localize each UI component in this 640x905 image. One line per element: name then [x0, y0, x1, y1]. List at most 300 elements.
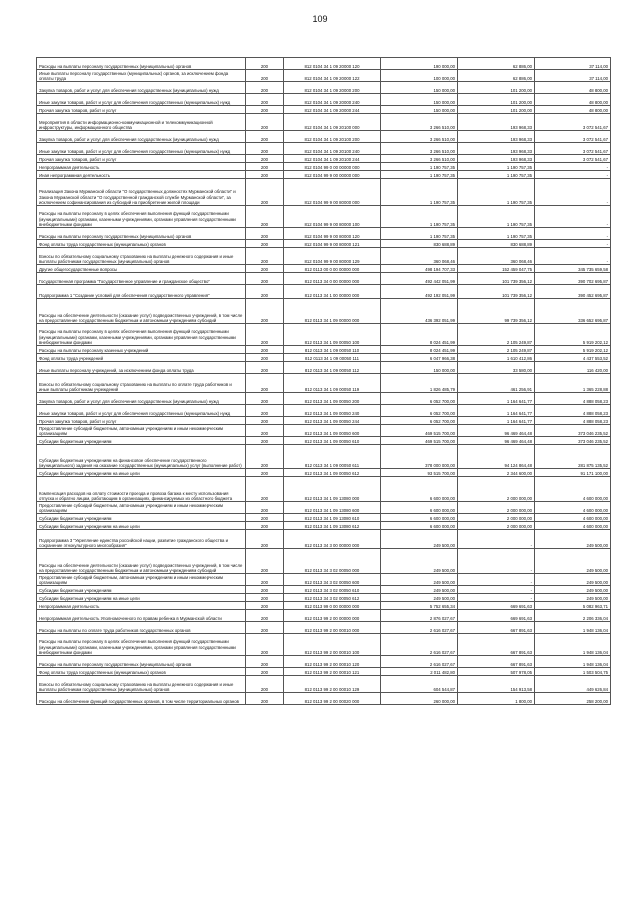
table-row — [37, 58, 611, 70]
row-unexecuted-amount: 249 500,00 — [535, 549, 611, 574]
row-budget-code: 812 0104 34 1 09 20100 000 — [284, 114, 381, 131]
table-row — [37, 106, 611, 114]
row-budget-code: 812 0104 99 9 00 00000 000 — [284, 171, 381, 179]
row-grbs-code: 200 — [246, 155, 284, 163]
row-grbs-code: 200 — [246, 228, 284, 240]
row-grbs-code: 200 — [246, 171, 284, 179]
row-executed-amount: - — [458, 574, 535, 586]
row-grbs-code: 200 — [246, 445, 284, 469]
row-budget-code: 812 0113 99 0 00 00000 000 — [284, 602, 381, 610]
page-number: 109 — [312, 14, 328, 24]
row-grbs-code: 200 — [246, 425, 284, 437]
row-budget-code: 812 0113 34 1 09 00050 612 — [284, 469, 381, 477]
row-approved-amount: 249 500,00 — [381, 586, 458, 594]
row-executed-amount: 2 105 249,87 — [458, 346, 535, 354]
row-grbs-code: 200 — [246, 106, 284, 114]
row-executed-amount: 2 000 000,00 — [458, 477, 535, 502]
row-grbs-code: 200 — [246, 502, 284, 514]
table-row — [37, 114, 611, 131]
row-name: Расходы на выплаты персоналу государственных (муниципальных) органов — [37, 228, 246, 240]
row-budget-code: 812 0113 34 1 09 13080 610 — [284, 514, 381, 522]
table-row — [37, 240, 611, 248]
row-executed-amount: - — [458, 549, 535, 574]
row-executed-amount: 667 891,63 — [458, 634, 535, 656]
table-row — [37, 634, 611, 656]
table-row — [37, 70, 611, 82]
row-executed-amount: 154 913,58 — [458, 676, 535, 693]
row-grbs-code: 200 — [246, 602, 284, 610]
row-name: Непрограммная деятельность Уполномоченного по правам ребенка в Мурманской области — [37, 610, 246, 622]
row-unexecuted-amount: 3 072 541,67 — [535, 114, 611, 131]
row-budget-code: 812 0113 34 3 02 00050 612 — [284, 594, 381, 602]
table-row — [37, 502, 611, 514]
table-row — [37, 228, 611, 240]
row-approved-amount: 6 052 700,00 — [381, 393, 458, 405]
row-budget-code: 812 0113 34 1 09 00000 000 — [284, 299, 381, 324]
row-approved-amount: 3 266 510,00 — [381, 143, 458, 155]
table-row — [37, 362, 611, 374]
row-grbs-code: 200 — [246, 324, 284, 346]
row-unexecuted-amount: - — [535, 163, 611, 171]
row-name: Прочая закупка товаров, работ и услуг — [37, 417, 246, 425]
row-name: Расходы на выплаты персоналу казенных учреждений — [37, 346, 246, 354]
row-grbs-code: 200 — [246, 622, 284, 634]
table-row — [37, 163, 611, 171]
row-grbs-code: 200 — [246, 549, 284, 574]
row-approved-amount: 6 600 000,00 — [381, 514, 458, 522]
row-name: Фонд оплаты труда учреждений — [37, 354, 246, 362]
row-budget-code: 812 0113 34 3 02 00050 600 — [284, 574, 381, 586]
row-approved-amount: 8 024 451,99 — [381, 346, 458, 354]
table-row — [37, 393, 611, 405]
row-budget-code: 812 0104 99 9 00 80000 129 — [284, 248, 381, 265]
row-name: Расходы на обеспечение функций государственных органов, в том числе территориальных органов — [37, 693, 246, 705]
row-executed-amount: 94 124 864,48 — [458, 445, 535, 469]
row-approved-amount: 469 515 700,00 — [381, 425, 458, 437]
row-unexecuted-amount: 4 888 058,23 — [535, 405, 611, 417]
row-unexecuted-amount: 249 500,00 — [535, 586, 611, 594]
row-unexecuted-amount: - — [535, 240, 611, 248]
row-name: Расходы на выплаты по оплате труда работников государственных органов — [37, 622, 246, 634]
row-executed-amount: 507 978,05 — [458, 668, 535, 676]
table-row — [37, 574, 611, 586]
row-unexecuted-amount: 373 046 235,52 — [535, 437, 611, 445]
row-grbs-code: 200 — [246, 94, 284, 106]
row-name: Субсидии бюджетным учреждениям — [37, 514, 246, 522]
row-budget-code: 812 0113 34 1 09 00050 600 — [284, 425, 381, 437]
row-budget-code: 812 0104 34 1 09 20000 122 — [284, 70, 381, 82]
table-row — [37, 179, 611, 206]
table-row — [37, 374, 611, 393]
row-unexecuted-amount: 4 600 000,00 — [535, 522, 611, 530]
row-budget-code: 812 0113 34 3 00 00000 000 — [284, 530, 381, 549]
row-unexecuted-amount: 2 206 336,04 — [535, 610, 611, 622]
row-unexecuted-amount: 1 948 136,04 — [535, 634, 611, 656]
row-approved-amount: 604 544,87 — [381, 676, 458, 693]
row-unexecuted-amount: 281 875 135,52 — [535, 445, 611, 469]
row-executed-amount: 62 886,00 — [458, 58, 535, 70]
row-executed-amount: 669 691,63 — [458, 610, 535, 622]
row-grbs-code: 200 — [246, 114, 284, 131]
row-budget-code: 812 0104 34 1 09 20100 200 — [284, 131, 381, 143]
table-row — [37, 514, 611, 522]
row-executed-amount: 96 469 464,48 — [458, 425, 535, 437]
table-row — [37, 131, 611, 143]
row-approved-amount: 260 000,00 — [381, 693, 458, 705]
row-approved-amount: 2 011 482,80 — [381, 668, 458, 676]
row-name: Мероприятия в области информационно-коммуникационной и телекоммуникационной инфраструктуры, информационного общества — [37, 114, 246, 131]
row-name: Государственная программа "Государственное управление и гражданское общество" — [37, 273, 246, 285]
row-executed-amount: 193 968,33 — [458, 155, 535, 163]
row-executed-amount: 101 739 356,12 — [458, 273, 535, 285]
row-unexecuted-amount: 449 626,84 — [535, 676, 611, 693]
row-unexecuted-amount: 48 800,00 — [535, 106, 611, 114]
row-unexecuted-amount: 3 072 541,67 — [535, 131, 611, 143]
row-budget-code: 812 0113 99 2 00 00020 000 — [284, 693, 381, 705]
table-row — [37, 602, 611, 610]
row-approved-amount: 6 052 700,00 — [381, 405, 458, 417]
row-executed-amount: 667 891,63 — [458, 622, 535, 634]
row-approved-amount: 1 190 757,35 — [381, 179, 458, 206]
row-executed-amount: 99 739 356,12 — [458, 299, 535, 324]
row-grbs-code: 200 — [246, 240, 284, 248]
row-approved-amount: 436 392 051,99 — [381, 299, 458, 324]
row-approved-amount: 2 616 027,67 — [381, 622, 458, 634]
table-row — [37, 668, 611, 676]
row-name: Подпрограмма 3 "Укрепление единства российской нации, развитие гражданского общества и сохранение этнокультурного многообразия" — [37, 530, 246, 549]
row-budget-code: 812 0104 34 1 09 20100 244 — [284, 155, 381, 163]
row-unexecuted-amount: 373 046 235,52 — [535, 425, 611, 437]
row-executed-amount: 1 164 641,77 — [458, 417, 535, 425]
row-grbs-code: 200 — [246, 163, 284, 171]
row-budget-code: 812 0104 99 0 00 00000 000 — [284, 163, 381, 171]
row-grbs-code: 200 — [246, 477, 284, 502]
row-name: Субсидии бюджетным учреждениям — [37, 586, 246, 594]
row-unexecuted-amount: 5 919 202,12 — [535, 324, 611, 346]
row-unexecuted-amount: 249 500,00 — [535, 530, 611, 549]
row-grbs-code: 200 — [246, 469, 284, 477]
row-approved-amount: 1 190 757,35 — [381, 163, 458, 171]
row-budget-code: 812 0113 34 3 02 00050 610 — [284, 586, 381, 594]
row-name: Компенсация расходов на оплату стоимости проезда и провоза багажа к месту использования отпуска и обратно лицам, работающим в организациях, финансируемых из областного бюджета — [37, 477, 246, 502]
table-row — [37, 346, 611, 354]
row-name: Предоставление субсидий бюджетным, автономным учреждениям и иным некоммерческим организациям — [37, 425, 246, 437]
row-name: Иные закупки товаров, работ и услуг для обеспечения государственных (муниципальных) нужд — [37, 94, 246, 106]
row-budget-code: 812 0104 34 1 09 20000 200 — [284, 82, 381, 94]
row-grbs-code: 200 — [246, 634, 284, 656]
row-budget-code: 812 0113 34 1 09 00050 611 — [284, 445, 381, 469]
row-approved-amount: 5 752 655,34 — [381, 602, 458, 610]
row-budget-code: 812 0113 34 3 02 00050 000 — [284, 549, 381, 574]
row-name: Расходы на обеспечение деятельности (оказание услуг) подведомственных учреждений, в том числе на предоставление государственным бюджетным и автономным учреждениям субсидий — [37, 299, 246, 324]
row-approved-amount: 492 442 051,99 — [381, 273, 458, 285]
budget-table — [36, 57, 611, 705]
table-row — [37, 469, 611, 477]
row-executed-amount: 669 691,63 — [458, 602, 535, 610]
row-executed-amount: 193 968,33 — [458, 131, 535, 143]
row-budget-code: 812 0104 99 9 00 80000 000 — [284, 179, 381, 206]
row-unexecuted-amount: 390 452 695,87 — [535, 285, 611, 299]
row-grbs-code: 200 — [246, 265, 284, 273]
row-executed-amount: 96 469 464,48 — [458, 437, 535, 445]
row-approved-amount: 8 024 451,99 — [381, 324, 458, 346]
row-approved-amount: 150 000,00 — [381, 362, 458, 374]
row-grbs-code: 200 — [246, 586, 284, 594]
row-approved-amount: 150 000,00 — [381, 82, 458, 94]
row-unexecuted-amount: 1 503 504,75 — [535, 668, 611, 676]
row-name: Расходы на обеспечение деятельности (оказание услуг) подведомственных учреждений, в том числе на предоставление государственным бюджетным и автономным учреждениям субсидий — [37, 549, 246, 574]
row-approved-amount: 1 190 757,35 — [381, 228, 458, 240]
row-grbs-code: 200 — [246, 248, 284, 265]
row-grbs-code: 200 — [246, 522, 284, 530]
row-executed-amount: 101 200,00 — [458, 82, 535, 94]
row-approved-amount: 6 600 000,00 — [381, 477, 458, 502]
row-name: Реализация Закона Мурманской области "О государственных должностях Мурманской области" и Закона Мурманской области "О государственной гражданской службе Мурманской области", за исключением софинансирования из субсидий на приобретение жилой площади — [37, 179, 246, 206]
row-name: Иные выплаты персоналу учреждений, за исключением фонда оплаты труда — [37, 362, 246, 374]
row-budget-code: 812 0104 99 9 00 80000 120 — [284, 228, 381, 240]
row-budget-code: 812 0104 34 1 09 20000 240 — [284, 94, 381, 106]
row-budget-code: 812 0113 99 2 00 00010 100 — [284, 634, 381, 656]
row-executed-amount: 830 688,89 — [458, 240, 535, 248]
row-executed-amount: 667 891,63 — [458, 656, 535, 668]
table-row — [37, 94, 611, 106]
row-unexecuted-amount: 37 114,00 — [535, 58, 611, 70]
row-budget-code: 812 0113 99 2 00 00000 000 — [284, 610, 381, 622]
table-row — [37, 248, 611, 265]
table-row — [37, 477, 611, 502]
row-budget-code: 812 0113 34 0 00 00000 000 — [284, 273, 381, 285]
row-budget-code: 812 0113 34 1 09 00050 110 — [284, 346, 381, 354]
row-executed-amount: 1 164 641,77 — [458, 393, 535, 405]
row-budget-code: 812 0113 99 2 00 00010 120 — [284, 656, 381, 668]
row-approved-amount: 498 194 707,33 — [381, 265, 458, 273]
row-budget-code: 812 0113 34 1 09 00050 244 — [284, 417, 381, 425]
row-approved-amount: 6 600 000,00 — [381, 522, 458, 530]
table-row — [37, 425, 611, 437]
row-name: Расходы на выплаты персоналу государственных (муниципальных) органов — [37, 656, 246, 668]
row-unexecuted-amount: 258 200,00 — [535, 693, 611, 705]
table-row — [37, 586, 611, 594]
row-name: Иные выплаты персоналу государственных (муниципальных) органов, за исключением фонда оплаты труда — [37, 70, 246, 82]
row-grbs-code: 200 — [246, 530, 284, 549]
row-unexecuted-amount: 4 888 058,23 — [535, 393, 611, 405]
table-row — [37, 82, 611, 94]
row-approved-amount: 190 000,00 — [381, 58, 458, 70]
row-grbs-code: 200 — [246, 594, 284, 602]
row-unexecuted-amount: 4 888 058,23 — [535, 417, 611, 425]
table-row — [37, 206, 611, 228]
row-approved-amount: 6 047 966,38 — [381, 354, 458, 362]
row-budget-code: 812 0113 34 1 09 13080 612 — [284, 522, 381, 530]
row-budget-code: 812 0113 99 2 00 00010 129 — [284, 676, 381, 693]
row-approved-amount: 249 500,00 — [381, 530, 458, 549]
row-executed-amount: - — [458, 594, 535, 602]
row-grbs-code: 200 — [246, 574, 284, 586]
row-grbs-code: 200 — [246, 58, 284, 70]
table-row — [37, 285, 611, 299]
table-row — [37, 676, 611, 693]
row-name: Иная непрограммная деятельность — [37, 171, 246, 179]
row-name: Расходы на выплаты персоналу государственных (муниципальных) органов — [37, 58, 246, 70]
row-unexecuted-amount: 4 600 000,00 — [535, 502, 611, 514]
row-name: Расходы на выплаты персоналу в целях обеспечения выполнения функций государственными (муниципальными) органами, казенными учреждениями, органами управления государственными внебюджетными фондами — [37, 206, 246, 228]
row-unexecuted-amount: 48 800,00 — [535, 94, 611, 106]
row-name: Фонд оплаты труда государственных (муниципальных) органов — [37, 240, 246, 248]
row-grbs-code: 200 — [246, 374, 284, 393]
row-unexecuted-amount: - — [535, 228, 611, 240]
row-grbs-code: 200 — [246, 299, 284, 324]
table-row — [37, 693, 611, 705]
row-approved-amount: 150 000,00 — [381, 94, 458, 106]
row-name: Другие общегосударственные вопросы — [37, 265, 246, 273]
row-executed-amount: 33 580,00 — [458, 362, 535, 374]
row-executed-amount: 1 164 641,77 — [458, 405, 535, 417]
row-budget-code: 812 0113 99 2 00 00010 121 — [284, 668, 381, 676]
row-unexecuted-amount: 37 114,00 — [535, 70, 611, 82]
row-grbs-code: 200 — [246, 405, 284, 417]
row-executed-amount: 2 000 000,00 — [458, 502, 535, 514]
row-executed-amount: 360 068,46 — [458, 248, 535, 265]
row-grbs-code: 200 — [246, 610, 284, 622]
table-row — [37, 445, 611, 469]
row-name: Непрограммная деятельность — [37, 602, 246, 610]
table-row — [37, 549, 611, 574]
row-unexecuted-amount: 116 420,00 — [535, 362, 611, 374]
row-approved-amount: 492 192 051,99 — [381, 285, 458, 299]
row-approved-amount: 249 500,00 — [381, 549, 458, 574]
row-approved-amount: 378 000 000,00 — [381, 445, 458, 469]
row-executed-amount: - — [458, 586, 535, 594]
row-unexecuted-amount: 4 600 000,00 — [535, 477, 611, 502]
row-name: Иные закупки товаров, работ и услуг для обеспечения государственных (муниципальных) нужд — [37, 405, 246, 417]
row-grbs-code: 200 — [246, 131, 284, 143]
row-grbs-code: 200 — [246, 82, 284, 94]
row-budget-code: 812 0104 99 9 00 80000 121 — [284, 240, 381, 248]
row-name: Предоставление субсидий бюджетным, автономным учреждениям и иным некоммерческим организациям — [37, 502, 246, 514]
table-row — [37, 522, 611, 530]
row-executed-amount: 1 610 412,86 — [458, 354, 535, 362]
row-approved-amount: 249 500,00 — [381, 594, 458, 602]
row-approved-amount: 150 000,00 — [381, 106, 458, 114]
row-unexecuted-amount: 3 072 541,67 — [535, 143, 611, 155]
row-executed-amount: 1 190 757,35 — [458, 163, 535, 171]
row-grbs-code: 200 — [246, 285, 284, 299]
row-unexecuted-amount: - — [535, 248, 611, 265]
row-approved-amount: 360 068,46 — [381, 248, 458, 265]
row-grbs-code: 200 — [246, 346, 284, 354]
row-grbs-code: 200 — [246, 206, 284, 228]
row-grbs-code: 200 — [246, 668, 284, 676]
row-executed-amount: 193 968,33 — [458, 143, 535, 155]
row-approved-amount: 3 266 510,00 — [381, 114, 458, 131]
row-grbs-code: 200 — [246, 362, 284, 374]
row-grbs-code: 200 — [246, 656, 284, 668]
table-row — [37, 299, 611, 324]
row-approved-amount: 249 500,00 — [381, 574, 458, 586]
row-unexecuted-amount: 336 652 695,87 — [535, 299, 611, 324]
row-name: Закупка товаров, работ и услуг для обеспечения государственных (муниципальных) нужд — [37, 393, 246, 405]
row-name: Прочая закупка товаров, работ и услуг — [37, 106, 246, 114]
row-unexecuted-amount: 4 437 553,52 — [535, 354, 611, 362]
row-executed-amount: 1 190 757,35 — [458, 228, 535, 240]
row-executed-amount: 2 000 000,00 — [458, 514, 535, 522]
table-row — [37, 354, 611, 362]
table-row — [37, 273, 611, 285]
table-row — [37, 610, 611, 622]
table-row — [37, 417, 611, 425]
row-approved-amount: 93 515 700,00 — [381, 469, 458, 477]
row-name: Расходы на выплаты персоналу в целях обеспечения выполнения функций государственными (муниципальными) органами, казенными учреждениями, органами управления государственными внебюджетными фондами — [37, 634, 246, 656]
row-budget-code: 812 0113 34 1 09 00050 200 — [284, 393, 381, 405]
row-unexecuted-amount: 249 500,00 — [535, 574, 611, 586]
row-executed-amount: 1 190 757,35 — [458, 206, 535, 228]
row-approved-amount: 2 616 027,67 — [381, 656, 458, 668]
row-grbs-code: 200 — [246, 693, 284, 705]
row-budget-code: 812 0104 34 1 09 20100 240 — [284, 143, 381, 155]
table-row — [37, 155, 611, 163]
row-approved-amount: 1 826 485,79 — [381, 374, 458, 393]
row-unexecuted-amount: 91 171 100,00 — [535, 469, 611, 477]
row-name: Расходы на выплаты персоналу в целях обеспечения выполнения функций государственными (муниципальными) органами, казенными учреждениями, органами управления государственными внебюджетными фондами — [37, 324, 246, 346]
row-budget-code: 812 0113 00 0 00 00000 000 — [284, 265, 381, 273]
row-budget-code: 812 0113 34 1 09 00050 112 — [284, 362, 381, 374]
row-name: Субсидии бюджетным учреждениям — [37, 437, 246, 445]
row-grbs-code: 200 — [246, 676, 284, 693]
row-unexecuted-amount: 4 600 000,00 — [535, 514, 611, 522]
row-approved-amount: 3 266 510,00 — [381, 155, 458, 163]
row-grbs-code: 200 — [246, 354, 284, 362]
row-budget-code: 812 0113 34 1 09 00050 100 — [284, 324, 381, 346]
row-executed-amount: 2 000 000,00 — [458, 522, 535, 530]
row-grbs-code: 200 — [246, 273, 284, 285]
row-budget-code: 812 0104 34 1 09 20000 244 — [284, 106, 381, 114]
row-unexecuted-amount: 5 919 202,12 — [535, 346, 611, 354]
row-budget-code: 812 0113 34 1 09 13080 600 — [284, 502, 381, 514]
row-executed-amount: 1 800,00 — [458, 693, 535, 705]
row-budget-code: 812 0104 99 9 00 80000 100 — [284, 206, 381, 228]
row-approved-amount: 2 876 027,67 — [381, 610, 458, 622]
row-executed-amount: 2 105 249,87 — [458, 324, 535, 346]
row-unexecuted-amount: 48 800,00 — [535, 82, 611, 94]
row-executed-amount: 62 886,00 — [458, 70, 535, 82]
row-approved-amount: 6 600 000,00 — [381, 502, 458, 514]
row-budget-code: 812 0113 34 1 09 00050 610 — [284, 437, 381, 445]
row-executed-amount: 101 200,00 — [458, 106, 535, 114]
row-budget-code: 812 0104 34 1 09 20000 120 — [284, 58, 381, 70]
row-executed-amount: 461 256,91 — [458, 374, 535, 393]
row-unexecuted-amount: 345 735 659,58 — [535, 265, 611, 273]
row-name: Фонд оплаты труда государственных (муниципальных) органов — [37, 668, 246, 676]
table-row — [37, 530, 611, 549]
table-row — [37, 594, 611, 602]
row-name: Взносы по обязательному социальному страхованию на выплаты по оплате труда работников и иные выплаты работникам учреждений — [37, 374, 246, 393]
row-unexecuted-amount: 390 702 695,87 — [535, 273, 611, 285]
budget-table-body — [37, 58, 611, 705]
row-unexecuted-amount: 1 365 228,88 — [535, 374, 611, 393]
row-unexecuted-amount: - — [535, 206, 611, 228]
row-unexecuted-amount: 249 500,00 — [535, 594, 611, 602]
row-approved-amount: 100 000,00 — [381, 70, 458, 82]
row-approved-amount: 6 052 700,00 — [381, 417, 458, 425]
row-name: Иные закупки товаров, работ и услуг для обеспечения государственных (муниципальных) нужд — [37, 143, 246, 155]
row-approved-amount: 3 266 510,00 — [381, 131, 458, 143]
row-approved-amount: 830 688,89 — [381, 240, 458, 248]
row-budget-code: 812 0113 34 1 09 13080 000 — [284, 477, 381, 502]
row-unexecuted-amount: 5 082 963,71 — [535, 602, 611, 610]
row-name: Подпрограмма 1 "Создание условий для обеспечения государственного управления" — [37, 285, 246, 299]
row-unexecuted-amount: - — [535, 179, 611, 206]
row-executed-amount: 2 344 600,00 — [458, 469, 535, 477]
